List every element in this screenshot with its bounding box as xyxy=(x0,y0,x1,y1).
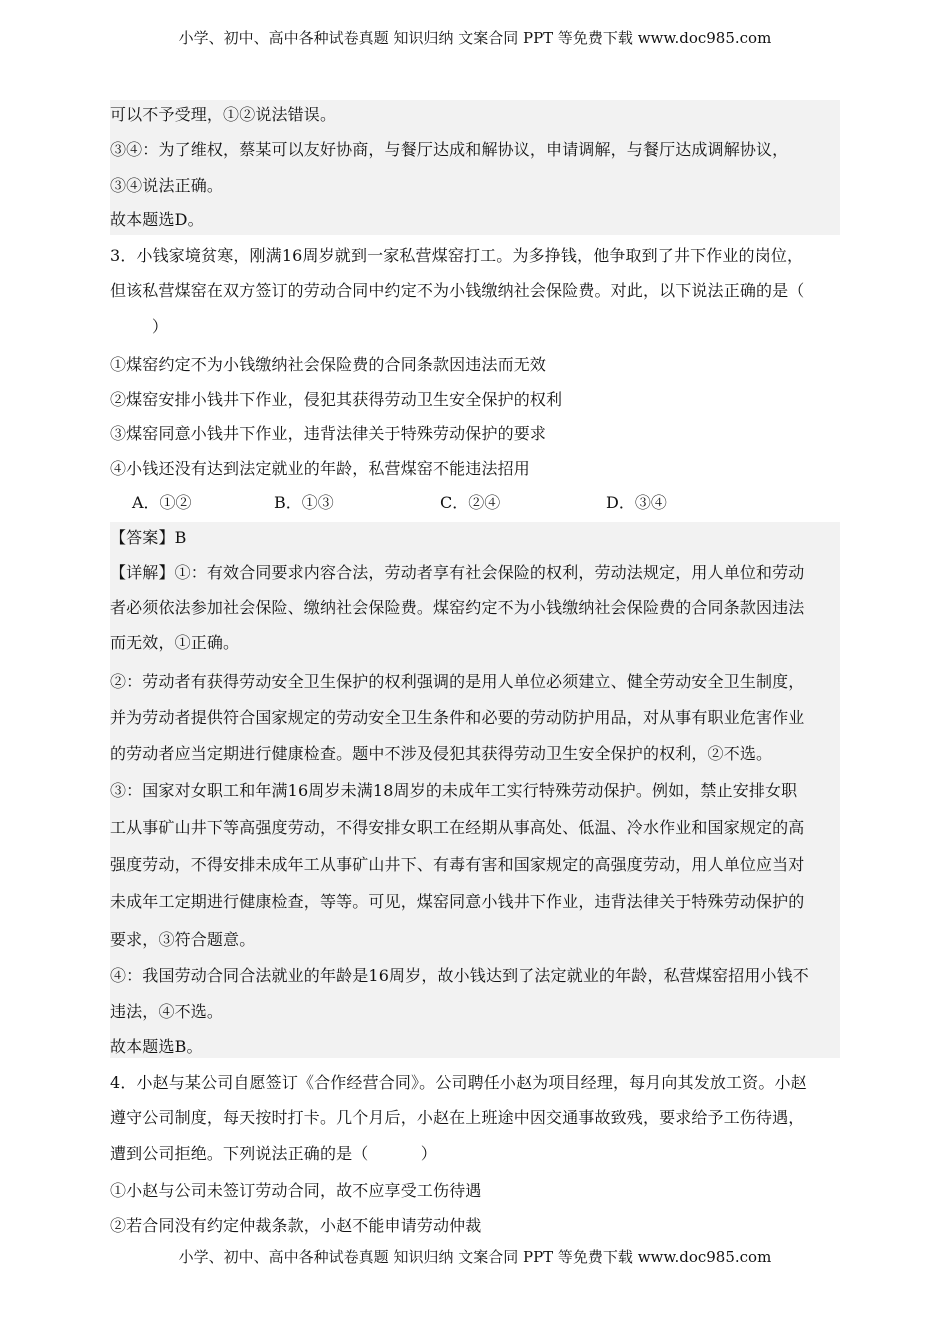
option-c: C．②④ xyxy=(440,493,501,512)
explanation-line: ②：劳动者有获得劳动安全卫生保护的权利强调的是用人单位必须建立、健全劳动安全卫生制度， xyxy=(110,672,805,691)
statement: ①煤窑约定不为小钱缴纳社会保险费的合同条款因违法而无效 xyxy=(110,355,547,374)
statement: ②煤窑安排小钱井下作业，侵犯其获得劳动卫生安全保护的权利 xyxy=(110,390,563,409)
statement: ②若合同没有约定仲裁条款，小赵不能申请劳动仲裁 xyxy=(110,1216,482,1235)
question-stem: 3．小钱家境贫寒，刚满16周岁就到一家私营煤窑打工。为多挣钱，他争取到了井下作业的岗位， xyxy=(110,246,804,265)
explanation-line: 并为劳动者提供符合国家规定的劳动安全卫生条件和必要的劳动防护用品，对从事有职业危害作业 xyxy=(110,708,805,727)
page-header: 小学、初中、高中各种试卷真题 知识归纳 文案合同 PPT 等免费下载 www.doc985.com xyxy=(178,29,772,47)
option-b: B．①③ xyxy=(274,493,334,512)
statement: ③煤窑同意小钱井下作业，违背法律关于特殊劳动保护的要求 xyxy=(110,424,547,443)
explanation-line: ③：国家对女职工和年满16周岁未满18周岁的未成年工实行特殊劳动保护。例如，禁止安排女职 xyxy=(110,781,798,800)
explanation-line: 违法，④不选。 xyxy=(110,1002,224,1021)
explanation-line: 要求，③符合题意。 xyxy=(110,930,256,949)
explanation-line: 故本题选D。 xyxy=(110,210,204,229)
explanation-line: 【详解】①：有效合同要求内容合法，劳动者享有社会保险的权利，劳动法规定，用人单位和劳动 xyxy=(110,563,805,582)
question-stem: 但该私营煤窑在双方签订的劳动合同中约定不为小钱缴纳社会保险费。对此，以下说法正确的是（ xyxy=(110,281,805,300)
explanation-line: 未成年工定期进行健康检查，等等。可见，煤窑同意小钱井下作业，违背法律关于特殊劳动保护的 xyxy=(110,892,805,911)
answer: 【答案】B xyxy=(110,528,187,547)
question-stem: 遭到公司拒绝。下列说法正确的是（ ） xyxy=(110,1144,437,1163)
question-stem: ） xyxy=(110,317,169,336)
option-d: D．③④ xyxy=(606,493,667,512)
explanation-line: ④：我国劳动合同合法就业的年龄是16周岁，故小钱达到了法定就业的年龄，私营煤窑招用小钱不 xyxy=(110,966,809,985)
question-stem: 4．小赵与某公司自愿签订《合作经营合同》。公司聘任小赵为项目经理，每月向其发放工资。小赵 xyxy=(110,1073,807,1092)
option-a: A．①② xyxy=(132,493,192,512)
explanation-line: 者必须依法参加社会保险、缴纳社会保险费。煤窑约定不为小钱缴纳社会保险费的合同条款因违法 xyxy=(110,598,805,617)
explanation-line: ③④：为了维权，蔡某可以友好协商，与餐厅达成和解协议，申请调解，与餐厅达成调解协议， xyxy=(110,140,789,159)
page-footer: 小学、初中、高中各种试卷真题 知识归纳 文案合同 PPT 等免费下载 www.doc985.com xyxy=(178,1248,772,1266)
explanation-line: 可以不予受理，①②说法错误。 xyxy=(110,105,337,124)
explanation-line: 故本题选B。 xyxy=(110,1037,203,1056)
question-stem: 遵守公司制度，每天按时打卡。几个月后，小赵在上班途中因交通事故致残，要求给予工伤待遇， xyxy=(110,1108,805,1127)
explanation-line: 工从事矿山井下等高强度劳动，不得安排女职工在经期从事高处、低温、冷水作业和国家规定的高 xyxy=(110,818,805,837)
statement: ①小赵与公司未签订劳动合同，故不应享受工伤待遇 xyxy=(110,1181,482,1200)
explanation-line: ③④说法正确。 xyxy=(110,176,224,195)
explanation-line: 而无效，①正确。 xyxy=(110,633,240,652)
explanation-line: 强度劳动，不得安排未成年工从事矿山井下、有毒有害和国家规定的高强度劳动，用人单位应当对 xyxy=(110,855,805,874)
statement: ④小钱还没有达到法定就业的年龄，私营煤窑不能违法招用 xyxy=(110,459,530,478)
explanation-line: 的劳动者应当定期进行健康检查。题中不涉及侵犯其获得劳动卫生安全保护的权利，②不选。 xyxy=(110,744,773,763)
